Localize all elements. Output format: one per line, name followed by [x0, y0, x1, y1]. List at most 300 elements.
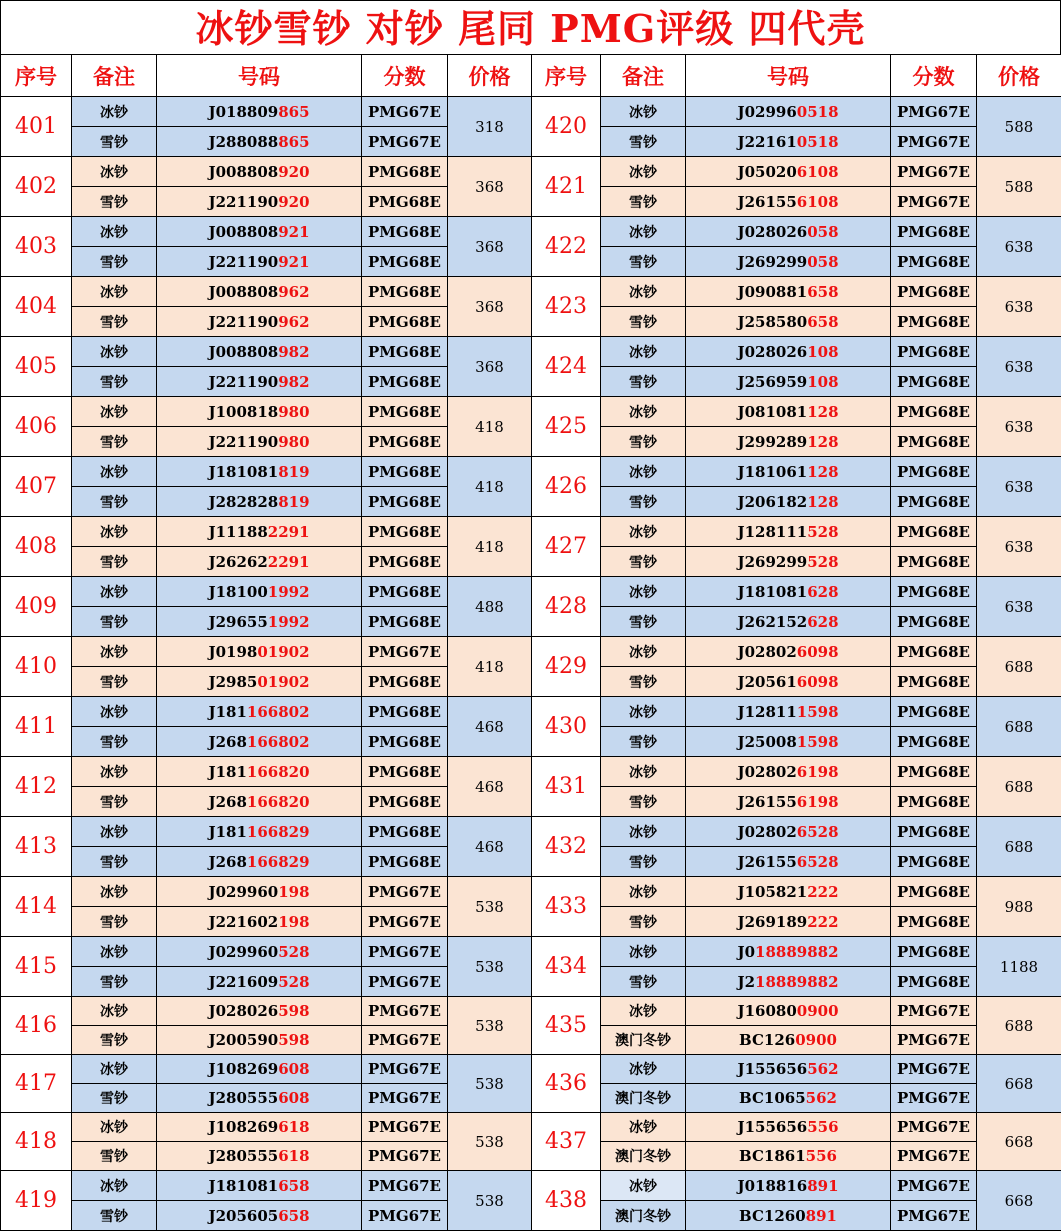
seq-number: 424 [532, 337, 601, 397]
table-row [1, 637, 1061, 667]
serial-number [157, 817, 362, 847]
serial-prefix: J018809 [208, 103, 278, 121]
grade-cell: PMG67E [891, 127, 977, 157]
serial-prefix: J155656 [737, 1060, 807, 1078]
note-cell: 冰钞 [72, 1113, 157, 1142]
price-cell: 418 [448, 517, 532, 577]
serial-number [686, 787, 891, 817]
serial-number [686, 877, 891, 907]
table-row [1, 1113, 1061, 1142]
note-cell: 雪钞 [601, 247, 686, 277]
serial-suffix: 556 [807, 1118, 838, 1136]
serial-prefix: J028026 [737, 223, 807, 241]
note-cell: 冰钞 [72, 937, 157, 967]
serial-number [686, 337, 891, 367]
grade-cell: PMG68E [891, 637, 977, 667]
seq-number: 412 [1, 757, 72, 817]
grade-cell: PMG68E [891, 607, 977, 637]
seq-number: 420 [532, 97, 601, 157]
serial-suffix: 18889882 [755, 973, 839, 991]
grade-cell: PMG68E [362, 727, 448, 757]
note-cell: 雪钞 [601, 967, 686, 997]
serial-prefix: J269299 [737, 553, 807, 571]
grade-cell: PMG68E [362, 247, 448, 277]
note-cell: 冰钞 [72, 97, 157, 127]
serial-number [686, 367, 891, 397]
serial-suffix: 128 [807, 433, 838, 451]
serial-suffix: 0900 [797, 1002, 839, 1020]
serial-number [157, 277, 362, 307]
grade-cell: PMG67E [362, 1201, 448, 1231]
serial-number [686, 667, 891, 697]
serial-number [157, 517, 362, 547]
note-cell: 冰钞 [601, 277, 686, 307]
serial-prefix: J18100 [208, 583, 267, 601]
serial-suffix: 1992 [268, 583, 310, 601]
serial-prefix: BC1861 [739, 1147, 806, 1165]
grade-cell: PMG68E [891, 697, 977, 727]
note-cell: 冰钞 [601, 1055, 686, 1084]
note-cell: 冰钞 [72, 997, 157, 1026]
table-row [1, 457, 1061, 487]
note-cell: 冰钞 [72, 337, 157, 367]
grade-cell: PMG67E [362, 1113, 448, 1142]
note-cell: 冰钞 [601, 97, 686, 127]
grade-cell: PMG68E [362, 397, 448, 427]
serial-prefix: J181081 [208, 1177, 278, 1195]
note-cell: 冰钞 [601, 997, 686, 1026]
grade-cell: PMG68E [362, 547, 448, 577]
price-cell: 368 [448, 217, 532, 277]
serial-suffix: 6528 [797, 853, 839, 871]
serial-number [157, 547, 362, 577]
note-cell: 冰钞 [72, 697, 157, 727]
grade-cell: PMG68E [891, 487, 977, 517]
grade-cell: PMG68E [362, 667, 448, 697]
table-row [1, 697, 1061, 727]
serial-suffix: 0900 [795, 1031, 837, 1049]
serial-number [157, 787, 362, 817]
note-cell: 冰钞 [601, 637, 686, 667]
serial-prefix: J26155 [737, 193, 796, 211]
serial-suffix: 1598 [797, 703, 839, 721]
serial-number [686, 607, 891, 637]
serial-number [157, 457, 362, 487]
grade-cell: PMG67E [362, 637, 448, 667]
serial-prefix: J100818 [208, 403, 278, 421]
price-cell: 368 [448, 337, 532, 397]
serial-number [157, 487, 362, 517]
note-cell: 雪钞 [601, 187, 686, 217]
note-cell: 雪钞 [72, 727, 157, 757]
seq-number: 437 [532, 1113, 601, 1171]
header-price: 价格 [977, 55, 1061, 97]
serial-number [686, 757, 891, 787]
note-cell: 冰钞 [72, 1055, 157, 1084]
price-cell: 668 [977, 1113, 1061, 1171]
grade-cell: PMG68E [891, 427, 977, 457]
serial-prefix: J221190 [208, 373, 278, 391]
seq-number: 427 [532, 517, 601, 577]
serial-suffix: 819 [278, 493, 309, 511]
serial-suffix: 198 [278, 883, 309, 901]
serial-suffix: 921 [278, 223, 309, 241]
note-cell: 冰钞 [601, 517, 686, 547]
serial-suffix: 865 [278, 133, 309, 151]
table-row [1, 577, 1061, 607]
serial-suffix: 819 [278, 463, 309, 481]
serial-number [157, 127, 362, 157]
grade-cell: PMG67E [891, 187, 977, 217]
seq-number: 435 [532, 997, 601, 1055]
serial-prefix: J181081 [208, 463, 278, 481]
grade-cell: PMG67E [891, 97, 977, 127]
header-number: 号码 [686, 55, 891, 97]
serial-suffix: 618 [278, 1147, 309, 1165]
table-row [1, 997, 1061, 1026]
seq-number: 402 [1, 157, 72, 217]
header-grade: 分数 [362, 55, 448, 97]
serial-prefix: J0198 [208, 643, 257, 661]
price-cell: 538 [448, 1171, 532, 1231]
seq-number: 428 [532, 577, 601, 637]
serial-prefix: BC126 [739, 1031, 795, 1049]
note-cell: 雪钞 [601, 667, 686, 697]
header-note: 备注 [601, 55, 686, 97]
serial-number [686, 277, 891, 307]
header-price: 价格 [448, 55, 532, 97]
serial-prefix: J288088 [208, 133, 278, 151]
serial-suffix: 6198 [797, 763, 839, 781]
serial-number [157, 937, 362, 967]
grade-cell: PMG68E [891, 247, 977, 277]
serial-suffix: 628 [807, 613, 838, 631]
serial-prefix: J258580 [737, 313, 807, 331]
serial-suffix: 598 [278, 1002, 309, 1020]
table-row [1, 157, 1061, 187]
serial-prefix: J028026 [737, 343, 807, 361]
note-cell: 冰钞 [601, 877, 686, 907]
table-row [1, 217, 1061, 247]
price-cell: 1188 [977, 937, 1061, 997]
grade-cell: PMG68E [891, 517, 977, 547]
price-cell: 468 [448, 757, 532, 817]
table-row [1, 397, 1061, 427]
grade-cell: PMG68E [362, 847, 448, 877]
grade-cell: PMG68E [362, 157, 448, 187]
serial-number [686, 997, 891, 1026]
note-cell: 冰钞 [601, 457, 686, 487]
price-cell: 418 [448, 397, 532, 457]
note-cell: 冰钞 [72, 877, 157, 907]
serial-prefix: J280555 [208, 1147, 278, 1165]
serial-suffix: 528 [278, 943, 309, 961]
seq-number: 438 [532, 1171, 601, 1231]
note-cell: 冰钞 [72, 577, 157, 607]
header-row [1, 55, 1061, 97]
serial-number [686, 937, 891, 967]
grade-cell: PMG68E [891, 547, 977, 577]
seq-number: 413 [1, 817, 72, 877]
serial-suffix: 18889882 [755, 943, 839, 961]
serial-number [157, 697, 362, 727]
grade-cell: PMG68E [362, 577, 448, 607]
grade-cell: PMG68E [362, 787, 448, 817]
grade-cell: PMG67E [362, 127, 448, 157]
note-cell: 澳门冬钞 [601, 1201, 686, 1231]
serial-number [686, 307, 891, 337]
serial-prefix: J269189 [737, 913, 807, 931]
serial-number [686, 127, 891, 157]
serial-suffix: 6198 [797, 793, 839, 811]
serial-suffix: 2291 [268, 553, 310, 571]
serial-suffix: 6108 [797, 193, 839, 211]
serial-prefix: J221190 [208, 313, 278, 331]
serial-number [157, 877, 362, 907]
serial-number [686, 187, 891, 217]
note-cell: 冰钞 [601, 817, 686, 847]
serial-suffix: 658 [807, 283, 838, 301]
note-cell: 雪钞 [601, 847, 686, 877]
serial-prefix: J262152 [737, 613, 807, 631]
seq-number: 425 [532, 397, 601, 457]
price-cell: 688 [977, 757, 1061, 817]
grade-cell: PMG68E [362, 757, 448, 787]
note-cell: 冰钞 [601, 217, 686, 247]
serial-prefix: J105821 [737, 883, 807, 901]
serial-suffix: 166802 [247, 733, 310, 751]
serial-suffix: 962 [278, 313, 309, 331]
serial-suffix: 108 [807, 343, 838, 361]
seq-number: 415 [1, 937, 72, 997]
price-cell: 468 [448, 817, 532, 877]
header-grade: 分数 [891, 55, 977, 97]
note-cell: 冰钞 [72, 517, 157, 547]
grade-cell: PMG67E [891, 1113, 977, 1142]
serial-number [157, 1055, 362, 1084]
serial-number [157, 427, 362, 457]
serial-number [686, 397, 891, 427]
serial-prefix: J155656 [737, 1118, 807, 1136]
grade-cell: PMG67E [362, 1084, 448, 1113]
seq-number: 418 [1, 1113, 72, 1171]
serial-prefix: J029960 [208, 883, 278, 901]
serial-suffix: 058 [807, 253, 838, 271]
seq-number: 426 [532, 457, 601, 517]
note-cell: 雪钞 [72, 967, 157, 997]
serial-prefix: J2 [737, 973, 755, 991]
serial-prefix: J205605 [208, 1207, 278, 1225]
serial-prefix: J26155 [737, 793, 796, 811]
table-row [1, 517, 1061, 547]
seq-number: 404 [1, 277, 72, 337]
serial-prefix: J221190 [208, 193, 278, 211]
serial-number [686, 1201, 891, 1231]
table-row [1, 337, 1061, 367]
grade-cell: PMG68E [362, 517, 448, 547]
grade-cell: PMG68E [362, 277, 448, 307]
serial-prefix: J25008 [737, 733, 796, 751]
serial-prefix: J02802 [737, 643, 796, 661]
price-cell: 538 [448, 937, 532, 997]
note-cell: 雪钞 [72, 607, 157, 637]
serial-suffix: 891 [806, 1207, 837, 1225]
serial-prefix: J181061 [737, 463, 807, 481]
serial-suffix: 920 [278, 193, 309, 211]
banknote-table [0, 54, 1061, 1231]
serial-number [157, 337, 362, 367]
serial-suffix: 01902 [257, 673, 309, 691]
note-cell: 雪钞 [601, 607, 686, 637]
note-cell: 雪钞 [601, 787, 686, 817]
price-cell: 688 [977, 637, 1061, 697]
grade-cell: PMG67E [891, 1055, 977, 1084]
serial-prefix: J26262 [208, 553, 267, 571]
serial-suffix: 982 [278, 343, 309, 361]
note-cell: 冰钞 [72, 397, 157, 427]
grade-cell: PMG67E [891, 1201, 977, 1231]
serial-prefix: J29655 [208, 613, 267, 631]
grade-cell: PMG68E [362, 487, 448, 517]
serial-suffix: 1992 [268, 613, 310, 631]
serial-prefix: J200590 [208, 1031, 278, 1049]
price-cell: 368 [448, 157, 532, 217]
serial-prefix: J181 [208, 823, 246, 841]
serial-number [157, 907, 362, 937]
serial-prefix: J268 [208, 733, 246, 751]
table-row [1, 757, 1061, 787]
serial-number [686, 577, 891, 607]
price-cell: 488 [448, 577, 532, 637]
header-seq: 序号 [1, 55, 72, 97]
serial-suffix: 128 [807, 403, 838, 421]
note-cell: 澳门冬钞 [601, 1026, 686, 1055]
price-cell: 638 [977, 457, 1061, 517]
serial-number [686, 457, 891, 487]
grade-cell: PMG67E [362, 97, 448, 127]
serial-number [157, 217, 362, 247]
serial-suffix: 658 [278, 1177, 309, 1195]
serial-prefix: J282828 [208, 493, 278, 511]
grade-cell: PMG68E [891, 577, 977, 607]
note-cell: 澳门冬钞 [601, 1142, 686, 1171]
serial-number [686, 967, 891, 997]
grade-cell: PMG67E [362, 937, 448, 967]
serial-prefix: J221602 [208, 913, 278, 931]
price-cell: 638 [977, 577, 1061, 637]
price-cell: 688 [977, 817, 1061, 877]
serial-suffix: 628 [807, 583, 838, 601]
price-cell: 638 [977, 517, 1061, 577]
price-cell: 588 [977, 157, 1061, 217]
serial-suffix: 658 [278, 1207, 309, 1225]
grade-cell: PMG68E [362, 187, 448, 217]
serial-number [157, 967, 362, 997]
serial-prefix: J008808 [208, 283, 278, 301]
note-cell: 雪钞 [601, 367, 686, 397]
serial-prefix: J268 [208, 853, 246, 871]
serial-number [157, 637, 362, 667]
serial-number [157, 187, 362, 217]
serial-number [686, 1113, 891, 1142]
serial-suffix: 962 [278, 283, 309, 301]
serial-suffix: 198 [278, 913, 309, 931]
note-cell: 冰钞 [601, 397, 686, 427]
serial-suffix: 528 [807, 523, 838, 541]
header-note: 备注 [72, 55, 157, 97]
note-cell: 雪钞 [72, 1084, 157, 1113]
header-number: 号码 [157, 55, 362, 97]
price-cell: 638 [977, 217, 1061, 277]
serial-suffix: 222 [807, 913, 838, 931]
serial-prefix: J221190 [208, 253, 278, 271]
seq-number: 406 [1, 397, 72, 457]
seq-number: 401 [1, 97, 72, 157]
serial-number [157, 667, 362, 697]
table-row [1, 937, 1061, 967]
serial-suffix: 658 [807, 313, 838, 331]
grade-cell: PMG67E [891, 1171, 977, 1201]
seq-number: 411 [1, 697, 72, 757]
grade-cell: PMG68E [891, 457, 977, 487]
note-cell: 雪钞 [72, 1201, 157, 1231]
serial-number [686, 727, 891, 757]
seq-number: 421 [532, 157, 601, 217]
note-cell: 冰钞 [72, 217, 157, 247]
price-cell: 538 [448, 1055, 532, 1113]
seq-number: 436 [532, 1055, 601, 1113]
grade-cell: PMG67E [891, 1084, 977, 1113]
serial-number [686, 1026, 891, 1055]
serial-prefix: J029960 [208, 943, 278, 961]
note-cell: 冰钞 [601, 697, 686, 727]
serial-suffix: 6098 [797, 673, 839, 691]
price-cell: 988 [977, 877, 1061, 937]
note-cell: 雪钞 [601, 427, 686, 457]
serial-number [686, 517, 891, 547]
grade-cell: PMG68E [891, 337, 977, 367]
note-cell: 雪钞 [601, 907, 686, 937]
grade-cell: PMG67E [891, 1142, 977, 1171]
serial-number [157, 247, 362, 277]
seq-number: 414 [1, 877, 72, 937]
serial-number [157, 307, 362, 337]
grade-cell: PMG67E [362, 877, 448, 907]
serial-number [157, 577, 362, 607]
grade-cell: PMG68E [891, 847, 977, 877]
serial-prefix: J128111 [737, 523, 807, 541]
serial-number [157, 727, 362, 757]
note-cell: 雪钞 [72, 787, 157, 817]
serial-suffix: 2291 [268, 523, 310, 541]
note-cell: 冰钞 [601, 757, 686, 787]
grade-cell: PMG67E [891, 997, 977, 1026]
serial-prefix: BC1065 [739, 1089, 806, 1107]
seq-number: 432 [532, 817, 601, 877]
serial-prefix: J02802 [737, 823, 796, 841]
note-cell: 雪钞 [601, 487, 686, 517]
grade-cell: PMG68E [362, 337, 448, 367]
table-row [1, 97, 1061, 127]
grade-cell: PMG68E [891, 907, 977, 937]
serial-suffix: 166820 [247, 763, 310, 781]
note-cell: 冰钞 [72, 1171, 157, 1201]
grade-cell: PMG67E [891, 1026, 977, 1055]
serial-number [686, 847, 891, 877]
note-cell: 冰钞 [72, 637, 157, 667]
serial-number [686, 247, 891, 277]
serial-number [686, 697, 891, 727]
